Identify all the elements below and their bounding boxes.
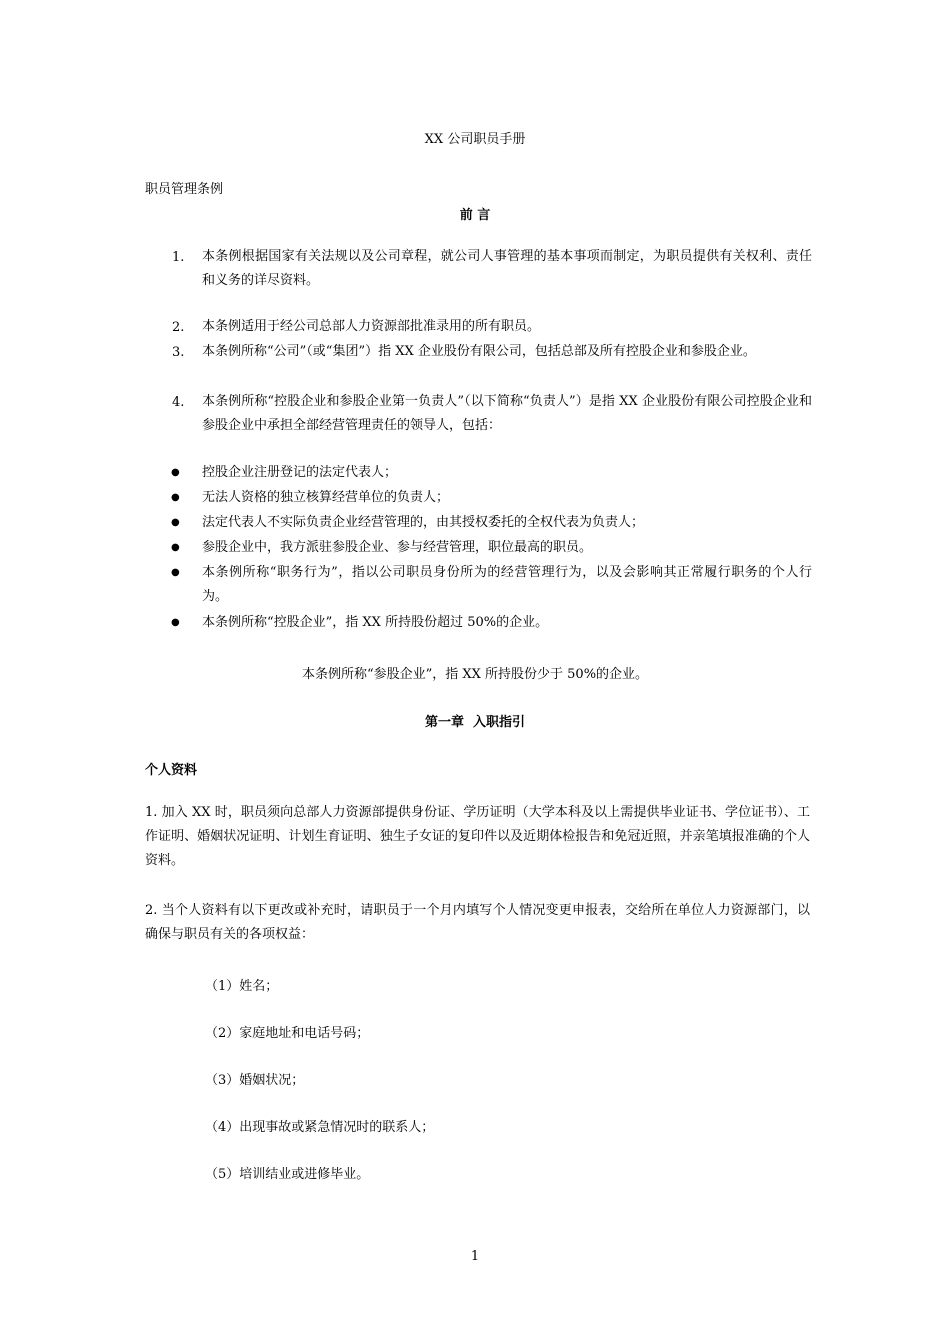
item-text: 法定代表人不实际负责企业经营管理的，由其授权委托的全权代表为负责人；: [202, 515, 645, 530]
item-number: 4.: [172, 395, 185, 410]
sub-item: （5）培训结业或进修毕业。: [205, 1167, 370, 1182]
item-number: 3.: [172, 345, 185, 360]
document-title: XX 公司职员手册: [424, 132, 526, 147]
page-number: 1: [470, 1249, 480, 1264]
item-text: 本条例适用于经公司总部人力资源部批准录用的所有职员。: [202, 319, 541, 334]
item-text: 参股企业中，我方派驻参股企业、参与经营管理，职位最高的职员。: [202, 540, 593, 555]
item-number: 1.: [172, 250, 185, 265]
bullet-icon: ●: [171, 567, 180, 578]
paragraph: 1. 加入 XX 时，职员须向总部人力资源部提供身份证、学历证明（大学本科及以上需提供毕业证书、学位证书）、工作证明、婚姻状况证明、计划生育证明、独生子女证的复印件以及近期体检报告和免冠近照，并亲笔填报准确的个人资料。: [145, 805, 810, 868]
sub-item: （2）家庭地址和电话号码；: [205, 1026, 370, 1041]
sub-item: （3）婚姻状况；: [205, 1073, 305, 1088]
item-text: 本条例所称“控股企业和参股企业第一负责人”（以下简称“负责人”）是指 XX 企业股份有限公司控股企业和参股企业中承担全部经营管理责任的领导人，包括：: [202, 394, 812, 433]
chapter-heading: 第一章 入职指引: [424, 715, 526, 730]
item-number: 2.: [172, 320, 185, 335]
item-text: 本条例所称“职务行为”，指以公司职员身份所为的经营管理行为，以及会影响其正常履行职务的个人行为。: [202, 565, 812, 604]
sub-item: （4）出现事故或紧急情况时的联系人；: [205, 1120, 435, 1135]
item-text: 控股企业注册登记的法定代表人；: [202, 465, 398, 480]
paragraph: 2. 当个人资料有以下更改或补充时，请职员于一个月内填写个人情况变更申报表，交给所在单位人力资源部门，以确保与职员有关的各项权益：: [145, 903, 810, 942]
bullet-icon: ●: [171, 517, 180, 528]
bullet-icon: ●: [171, 492, 180, 503]
sub-item: （1）姓名；: [205, 979, 279, 994]
item-text: 无法人资格的独立核算经营单位的负责人；: [202, 490, 450, 505]
preface-heading: 前 言: [459, 208, 491, 223]
bullet-icon: ●: [171, 542, 180, 553]
section-label: 职员管理条例: [145, 182, 224, 197]
bullet-icon: ●: [171, 617, 180, 628]
centered-note: 本条例所称“参股企业”，指 XX 所持股份少于 50%的企业。: [301, 667, 649, 682]
bullet-icon: ●: [171, 467, 180, 478]
item-text: 本条例根据国家有关法规以及公司章程，就公司人事管理的基本事项而制定，为职员提供有关权利、责任和义务的详尽资料。: [202, 249, 812, 288]
subheading: 个人资料: [145, 763, 198, 778]
item-text: 本条例所称“控股企业”，指 XX 所持股份超过 50%的企业。: [202, 615, 549, 630]
item-text: 本条例所称“公司”（或“集团”）指 XX 企业股份有限公司，包括总部及所有控股企业和参股企业。: [202, 344, 756, 359]
